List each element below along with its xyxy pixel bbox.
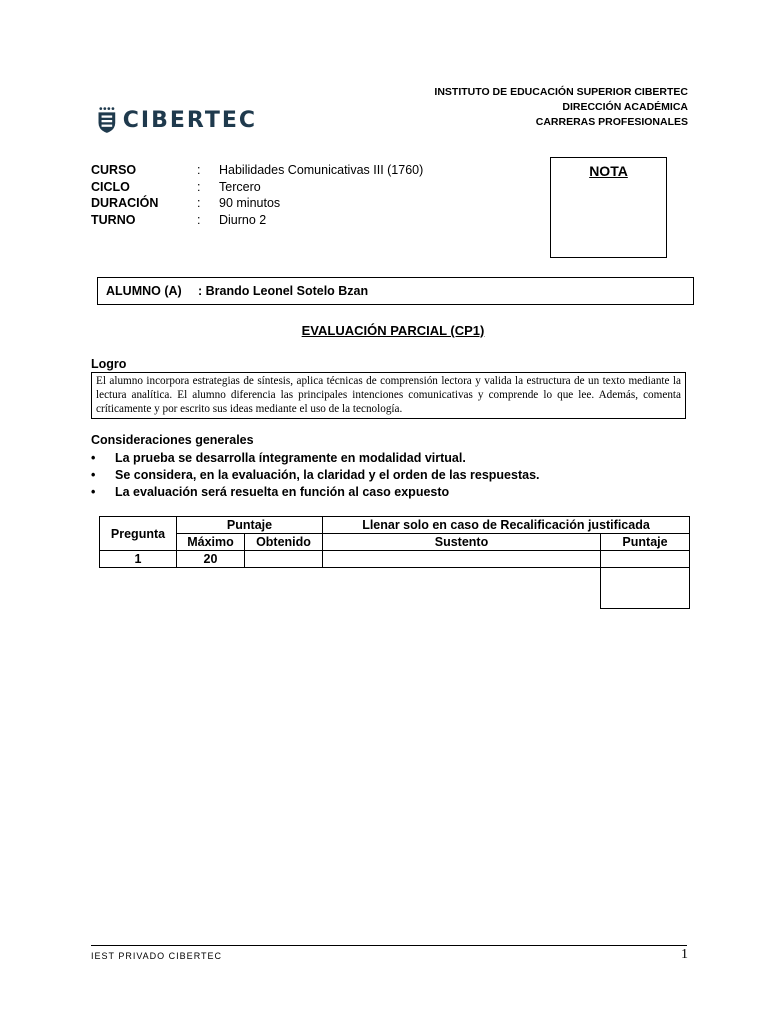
institute-line: DIRECCIÓN ACADÉMICA	[562, 101, 688, 113]
table-subheader-row	[100, 534, 690, 551]
student-name: : Brando Leonel Sotelo Bzan	[198, 284, 369, 298]
cycle-row	[91, 179, 423, 196]
list-item	[91, 450, 540, 467]
cycle-label: CICLO	[91, 179, 130, 194]
final-score-box	[600, 567, 690, 609]
institute-line: INSTITUTO DE EDUCACIÓN SUPERIOR CIBERTEC	[434, 86, 688, 98]
course-info	[91, 162, 423, 228]
footer-divider	[91, 945, 687, 946]
cibertec-logo	[97, 100, 257, 140]
list-item-text: La prueba se desarrolla íntegramente en modalidad virtual.	[115, 451, 466, 465]
exam-title: EVALUACIÓN PARCIAL (CP1)	[301, 323, 485, 338]
header-sustento: Sustento	[323, 534, 601, 551]
footer-text: IEST PRIVADO CIBERTEC	[91, 951, 223, 961]
bullet: •	[91, 451, 96, 465]
duration-value: 90 minutos	[219, 196, 281, 210]
duration-row	[91, 195, 423, 212]
bullet: •	[91, 485, 96, 499]
header-pregunta: Pregunta	[100, 517, 177, 551]
student-label: ALUMNO (A)	[106, 284, 182, 298]
shift-label: TURNO	[91, 212, 136, 227]
list-item-text: La evaluación será resuelta en función al caso expuesto	[115, 485, 450, 499]
cell-pregunta: 1	[100, 551, 177, 568]
bullet: •	[91, 468, 96, 482]
list-item	[91, 484, 540, 501]
shift-colon: :	[197, 212, 201, 227]
cell-maximo: 20	[177, 551, 245, 568]
course-colon: :	[197, 163, 201, 177]
shift-row	[91, 212, 423, 229]
duration-colon: :	[197, 196, 201, 210]
page-number: 1	[681, 947, 688, 962]
logro-text: El alumno incorpora estrategias de síntesis, aplica técnicas de comprensión lectora y valida la estructura de un texto mediante la lectura analítica. El alumno diferencia las principales intenciones comunicativas y comprende lo que lee. Además, comenta críticamente y por escrito sus ideas mediante el uso de la tecnología.	[91, 372, 686, 419]
course-value: Habilidades Comunicativas III (1760)	[219, 163, 424, 177]
grade-box	[550, 157, 667, 258]
cell-puntaje	[601, 551, 690, 568]
institute-line: CARRERAS PROFESIONALES	[535, 116, 688, 128]
list-item-text: Se considera, en la evaluación, la claridad y el orden de las respuestas.	[115, 468, 540, 482]
logo-text: CIBERTEC	[122, 107, 257, 133]
considerations-list	[91, 450, 540, 501]
grade-title: NOTA	[589, 163, 628, 179]
table-row	[100, 551, 690, 568]
header-puntaje-recal: Puntaje	[601, 534, 690, 551]
logro-heading: Logro	[91, 357, 127, 371]
list-item	[91, 467, 540, 484]
course-label: CURSO	[91, 163, 137, 177]
duration-label: DURACIÓN	[91, 196, 159, 210]
cell-obtenido	[245, 551, 323, 568]
cell-sustento	[323, 551, 601, 568]
header-recalificacion: Llenar solo en caso de Recalificación justificada	[323, 517, 690, 534]
cycle-value: Tercero	[219, 179, 261, 194]
course-row	[91, 162, 423, 179]
shield-icon	[97, 102, 117, 138]
header-obtenido: Obtenido	[245, 534, 323, 551]
header-puntaje: Puntaje	[177, 517, 323, 534]
considerations-heading: Consideraciones generales	[91, 433, 254, 447]
institute-header	[434, 85, 688, 130]
shift-value: Diurno 2	[219, 212, 267, 227]
table-header-row	[100, 517, 690, 534]
student-box	[97, 277, 694, 305]
score-table	[99, 516, 690, 568]
cycle-colon: :	[197, 179, 201, 194]
header-maximo: Máximo	[177, 534, 245, 551]
